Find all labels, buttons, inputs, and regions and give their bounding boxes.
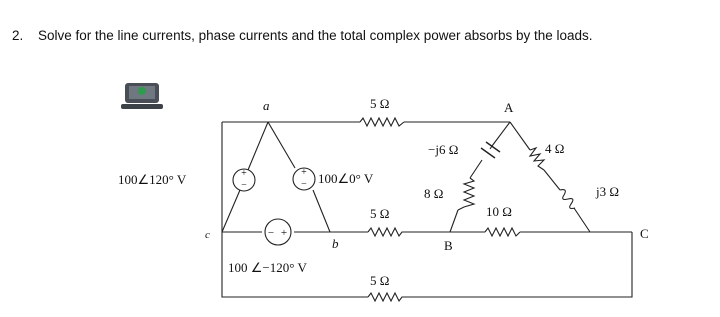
source-vb-minus: − [301,179,307,190]
resistor-load-r4 [530,148,544,170]
question-body: Solve for the line currents, phase currents and the total complex power absorbs by the loads. [38,28,593,43]
wire-va-to-c [222,190,240,232]
laptop-icon [121,83,163,109]
label-va: 100∠120° V [118,172,187,187]
node-B-label: B [444,238,453,253]
inductor-load [560,190,575,209]
resistor-line-mid [368,228,405,236]
source-vc-plus: + [280,227,288,239]
source-va-minus: − [241,180,247,191]
source-vb [293,167,315,190]
node-a-label: a [263,98,270,113]
wire-r8-to-B [450,210,458,232]
source-vc-minus: − [267,227,275,239]
node-A-label: A [504,100,514,115]
wire-bottom-right [405,232,632,297]
wire-vb-to-b [313,190,330,232]
source-va-plus: + [241,168,247,179]
wire-A-to-cap [492,122,510,146]
node-b-label: b [332,236,339,251]
label-line-top: 5 Ω [370,96,390,111]
label-l3: j3 Ω [596,184,620,199]
source-va [233,168,255,191]
label-r10: 10 Ω [486,204,512,219]
question-number: 2. [12,28,24,43]
label-vc: 100 ∠−120° V [228,260,307,275]
node-c-label: c [205,229,210,241]
label-vb: 100∠0° V [318,171,374,186]
wire-r4-to-l3 [544,170,560,190]
label-cap: −j6 Ω [428,142,459,157]
wire-cap-to-r8 [470,160,482,178]
capacitor-load [481,142,500,158]
label-line-bottom: 5 Ω [370,273,390,288]
wire-a-to-va [248,122,268,170]
node-C-label: C [640,226,649,241]
label-r8: 8 Ω [424,186,444,201]
source-vb-plus: + [301,167,307,178]
wire-a-to-vb [268,122,295,168]
resistor-load-r8 [458,178,474,210]
resistor-line-bottom [368,293,405,301]
source-vc [265,219,291,245]
wire-l3-to-C [574,208,590,232]
label-line-mid: 5 Ω [370,206,390,221]
label-r4: 4 Ω [545,141,565,156]
resistor-load-r10 [485,228,520,236]
resistor-line-top [360,118,404,126]
wire-A-to-r4 [510,122,530,150]
